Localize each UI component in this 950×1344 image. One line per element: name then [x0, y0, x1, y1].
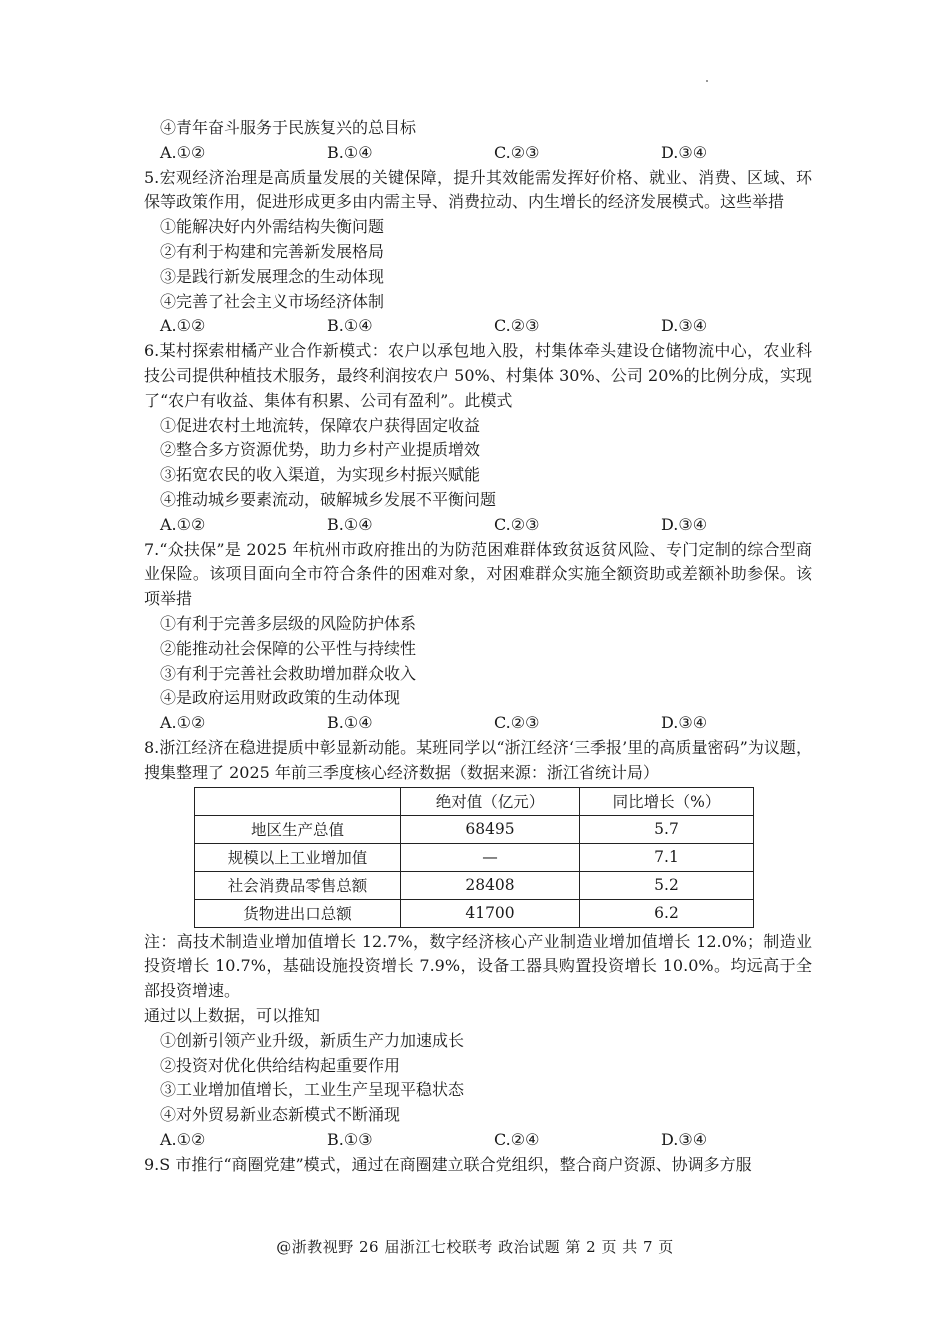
scan-speck	[706, 80, 708, 82]
q6-choice-d: D.③④	[661, 514, 708, 534]
q8-option-2: ②投资对优化供给结构起重要作用	[160, 1055, 401, 1075]
page-content	[144, 116, 812, 1177]
q8-option-4: ④对外贸易新业态新模式不断涌现	[160, 1105, 401, 1125]
q5-option-2: ②有利于构建和完善新发展格局	[160, 241, 385, 261]
table-row	[195, 871, 754, 899]
q7-choice-c: C.②③	[494, 713, 540, 733]
q8-choices	[144, 1128, 812, 1153]
q8-choice-b: B.①③	[327, 1129, 373, 1149]
q7-stem: 7.“众扶保”是 2025 年杭州市政府推出的为防范困难群体致贫返贫风险、专门定制的综合型商业保险。该项目面向全市符合条件的困难对象，对困难群众实施全额资助或差额补助参保。该项举措	[144, 539, 812, 609]
q7-option-3: ③有利于完善社会救助增加群众收入	[160, 663, 417, 683]
table-cell: 规模以上工业增加值	[195, 843, 401, 871]
q5-choice-a: A.①②	[160, 316, 206, 336]
q6-option-2: ②整合多方资源优势，助力乡村产业提质增效	[160, 440, 481, 460]
economic-data-table	[194, 787, 754, 928]
table-cell: 7.1	[580, 843, 754, 871]
table-header-row	[195, 787, 754, 815]
q8-note: 注：高技术制造业增加值增长 12.7%，数字经济核心产业制造业增加值增长 12.0%；制造业投资增长 10.7%，基础设施投资增长 7.9%，设备工器具购置投资增长 10.0%。均远高于全部投资增速。	[144, 931, 812, 1001]
table-cell: 地区生产总值	[195, 815, 401, 843]
table-cell: 5.2	[580, 871, 754, 899]
q8-choice-c: C.②④	[494, 1129, 540, 1149]
table-cell: 货物进出口总额	[195, 899, 401, 927]
table-cell: 41700	[401, 899, 580, 927]
q4-option-4: ④青年奋斗服务于民族复兴的总目标	[160, 118, 417, 137]
q5-choice-c: C.②③	[494, 316, 540, 336]
table-row	[195, 815, 754, 843]
q7-choice-a: A.①②	[160, 713, 206, 733]
q7-choice-d: D.③④	[661, 713, 708, 733]
table-header-cell: 绝对值（亿元）	[401, 787, 580, 815]
q6-option-3: ③拓宽农民的收入渠道，为实现乡村振兴赋能	[160, 465, 481, 485]
q6-option-4: ④推动城乡要素流动，破解城乡发展不平衡问题	[160, 489, 497, 509]
table-cell: 68495	[401, 815, 580, 843]
q5-option-1: ①能解决好内外需结构失衡问题	[160, 217, 385, 237]
q6-option-1: ①促进农村土地流转，保障农户获得固定收益	[160, 415, 481, 435]
q8-choice-a: A.①②	[160, 1129, 206, 1149]
q6-choice-a: A.①②	[160, 514, 206, 534]
table-cell: 社会消费品零售总额	[195, 871, 401, 899]
q8-option-3: ③工业增加值增长，工业生产呈现平稳状态	[160, 1080, 465, 1100]
q5-stem: 5.宏观经济治理是高质量发展的关键保障，提升其效能需发挥好价格、就业、消费、区域、环保等政策作用，促进形成更多由内需主导、消费拉动、内生增长的经济发展模式。这些举措	[144, 167, 812, 212]
q6-choice-b: B.①④	[327, 514, 373, 534]
q8-stem: 8.浙江经济在稳进提质中彰显新动能。某班同学以“浙江经济‘三季报’里的高质量密码”为议题，搜集整理了 2025 年前三季度核心经济数据（数据来源：浙江省统计局）	[144, 737, 812, 782]
q8-option-1: ①创新引领产业升级，新质生产力加速成长	[160, 1030, 465, 1050]
table-header-cell	[195, 787, 401, 815]
q7-option-4: ④是政府运用财政政策的生动体现	[160, 688, 401, 708]
q7-option-1: ①有利于完善多层级的风险防护体系	[160, 613, 417, 633]
q6-stem: 6.某村探索柑橘产业合作新模式：农户以承包地入股，村集体牵头建设仓储物流中心，农业科技公司提供种植技术服务，最终利润按农户 50%、村集体 30%、公司 20%的比例分成，实现了“农户有收益、集体有积累、公司有盈利”。此模式	[144, 341, 812, 410]
q7-choices	[144, 711, 812, 736]
table-cell: 6.2	[580, 899, 754, 927]
table-header-cell: 同比增长（%）	[580, 787, 754, 815]
q5-option-4: ④完善了社会主义市场经济体制	[160, 291, 385, 311]
q8-choice-d: D.③④	[661, 1129, 708, 1149]
page-footer: @浙教视野 26 届浙江七校联考 政治试题 第 2 页 共 7 页	[276, 1238, 674, 1256]
q4-choices	[144, 141, 812, 166]
q5-option-3: ③是践行新发展理念的生动体现	[160, 266, 385, 286]
table-cell: —	[401, 843, 580, 871]
table-cell: 28408	[401, 871, 580, 899]
table-row	[195, 843, 754, 871]
q5-choice-b: B.①④	[327, 316, 373, 336]
q4-choice-d: D.③④	[661, 142, 708, 162]
q9-stem: 9.S 市推行“商圈党建”模式，通过在商圈建立联合党组织，整合商户资源、协调多方服	[144, 1154, 752, 1174]
q6-choices	[144, 513, 812, 538]
table-cell: 5.7	[580, 815, 754, 843]
table-row	[195, 899, 754, 927]
q7-choice-b: B.①④	[327, 713, 373, 733]
q5-choice-d: D.③④	[661, 316, 708, 336]
q4-choice-a: A.①②	[160, 142, 206, 162]
q4-choice-c: C.②③	[494, 142, 540, 162]
q5-choices	[144, 314, 812, 339]
q8-lead: 通过以上数据，可以推知	[144, 1005, 321, 1025]
q4-choice-b: B.①④	[327, 142, 373, 162]
q7-option-2: ②能推动社会保障的公平性与持续性	[160, 638, 417, 658]
q6-choice-c: C.②③	[494, 514, 540, 534]
